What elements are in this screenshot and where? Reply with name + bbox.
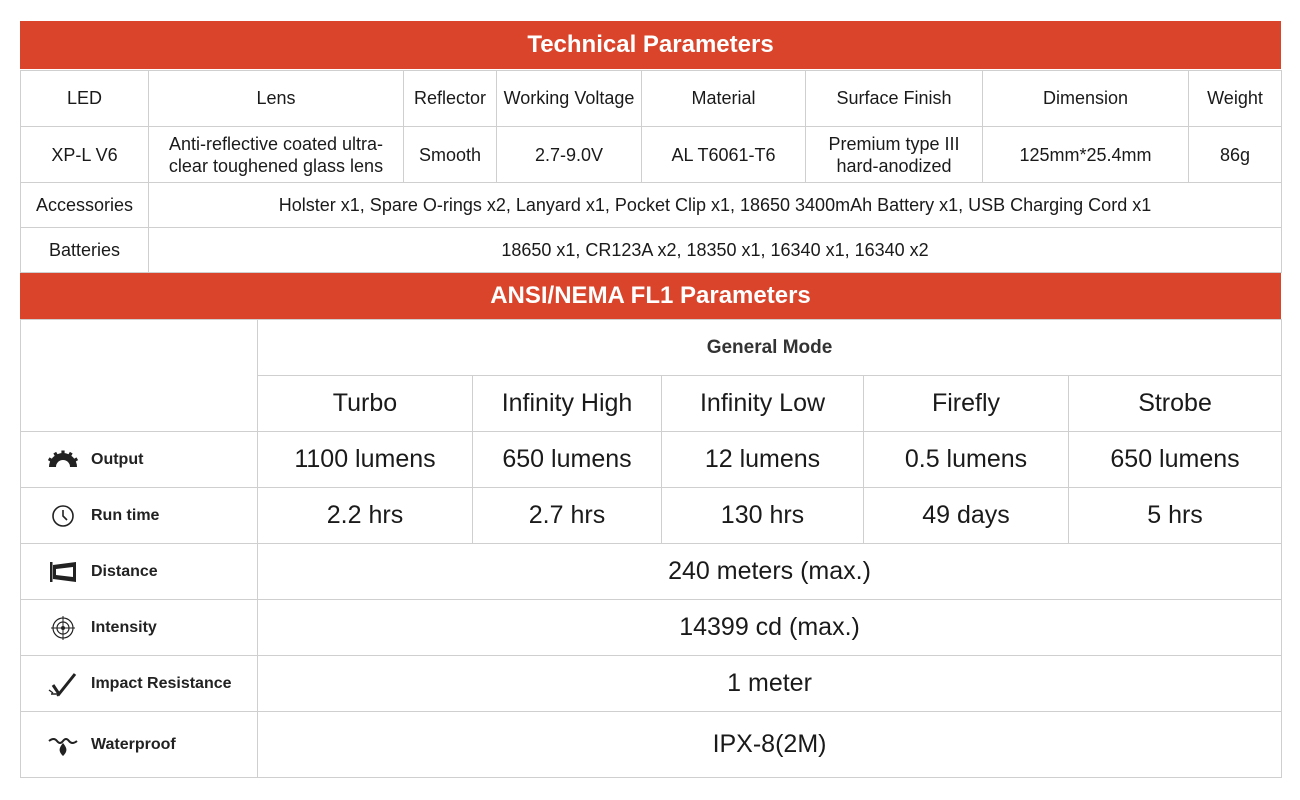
output-row — [21, 432, 1282, 488]
value-dimension: 125mm*25.4mm — [983, 127, 1189, 183]
intensity-label-cell — [21, 600, 258, 656]
general-mode-row — [21, 320, 1282, 376]
output-infinity-high: 650 lumens — [473, 432, 662, 488]
ansi-parameters-banner — [20, 273, 1281, 319]
mode-strobe: Strobe — [1069, 376, 1282, 432]
batteries-row — [21, 228, 1282, 273]
impact-icon — [47, 671, 79, 697]
value-weight: 86g — [1189, 127, 1282, 183]
general-mode-heading: General Mode — [258, 320, 1282, 376]
mode-infinity-low: Infinity Low — [662, 376, 864, 432]
accessories-label: Accessories — [21, 183, 149, 228]
header-led: LED — [21, 71, 149, 127]
value-material: AL T6061-T6 — [642, 127, 806, 183]
fl1-parameters-table — [20, 319, 1282, 778]
value-lens: Anti-reflective coated ultra-clear toughened glass lens — [149, 127, 404, 183]
runtime-strobe: 5 hrs — [1069, 488, 1282, 544]
technical-parameters-banner — [20, 21, 1281, 69]
runtime-turbo: 2.2 hrs — [258, 488, 473, 544]
output-label-cell — [21, 432, 258, 488]
header-lens: Lens — [149, 71, 404, 127]
header-material: Material — [642, 71, 806, 127]
clock-icon — [47, 503, 79, 529]
header-weight: Weight — [1189, 71, 1282, 127]
batteries-label: Batteries — [21, 228, 149, 273]
output-firefly: 0.5 lumens — [864, 432, 1069, 488]
mode-firefly: Firefly — [864, 376, 1069, 432]
beam-distance-icon — [47, 559, 79, 585]
distance-label: Distance — [91, 562, 158, 580]
tech-values-row — [21, 127, 1282, 183]
output-turbo: 1100 lumens — [258, 432, 473, 488]
intensity-label: Intensity — [91, 618, 157, 636]
waterproof-label: Waterproof — [91, 735, 176, 753]
mode-turbo: Turbo — [258, 376, 473, 432]
runtime-row — [21, 488, 1282, 544]
accessories-row — [21, 183, 1282, 228]
value-reflector: Smooth — [404, 127, 497, 183]
impact-label-cell — [21, 656, 258, 712]
value-working-voltage: 2.7-9.0V — [497, 127, 642, 183]
batteries-value: 18650 x1, CR123A x2, 18350 x1, 16340 x1, 16340 x2 — [149, 228, 1282, 273]
impact-value: 1 meter — [258, 656, 1282, 712]
tech-header-row — [21, 71, 1282, 127]
runtime-infinity-low: 130 hrs — [662, 488, 864, 544]
impact-row — [21, 656, 1282, 712]
waterproof-row — [21, 712, 1282, 778]
output-infinity-low: 12 lumens — [662, 432, 864, 488]
header-reflector: Reflector — [404, 71, 497, 127]
distance-row — [21, 544, 1282, 600]
output-strobe: 650 lumens — [1069, 432, 1282, 488]
gear-icon — [47, 447, 79, 473]
header-surface-finish: Surface Finish — [806, 71, 983, 127]
waterproof-value: IPX-8(2M) — [258, 712, 1282, 778]
runtime-label: Run time — [91, 506, 160, 524]
intensity-value: 14399 cd (max.) — [258, 600, 1282, 656]
technical-parameters-table — [20, 70, 1282, 273]
output-label: Output — [91, 450, 144, 468]
crosshair-icon — [47, 615, 79, 641]
corner-cell — [21, 320, 258, 432]
ansi-parameters-title: ANSI/NEMA FL1 Parameters — [490, 282, 811, 309]
waterproof-icon — [47, 732, 79, 758]
impact-label: Impact Resistance — [91, 674, 232, 692]
mode-infinity-high: Infinity High — [473, 376, 662, 432]
header-dimension: Dimension — [983, 71, 1189, 127]
accessories-value: Holster x1, Spare O-rings x2, Lanyard x1, Pocket Clip x1, 18650 3400mAh Battery x1, USB Charging Cord x1 — [149, 183, 1282, 228]
runtime-label-cell — [21, 488, 258, 544]
header-working-voltage: Working Voltage — [497, 71, 642, 127]
distance-value: 240 meters (max.) — [258, 544, 1282, 600]
runtime-firefly: 49 days — [864, 488, 1069, 544]
value-surface-finish: Premium type III hard-anodized — [806, 127, 983, 183]
distance-label-cell — [21, 544, 258, 600]
technical-parameters-title: Technical Parameters — [527, 31, 774, 58]
intensity-row — [21, 600, 1282, 656]
runtime-infinity-high: 2.7 hrs — [473, 488, 662, 544]
waterproof-label-cell — [21, 712, 258, 778]
value-led: XP-L V6 — [21, 127, 149, 183]
